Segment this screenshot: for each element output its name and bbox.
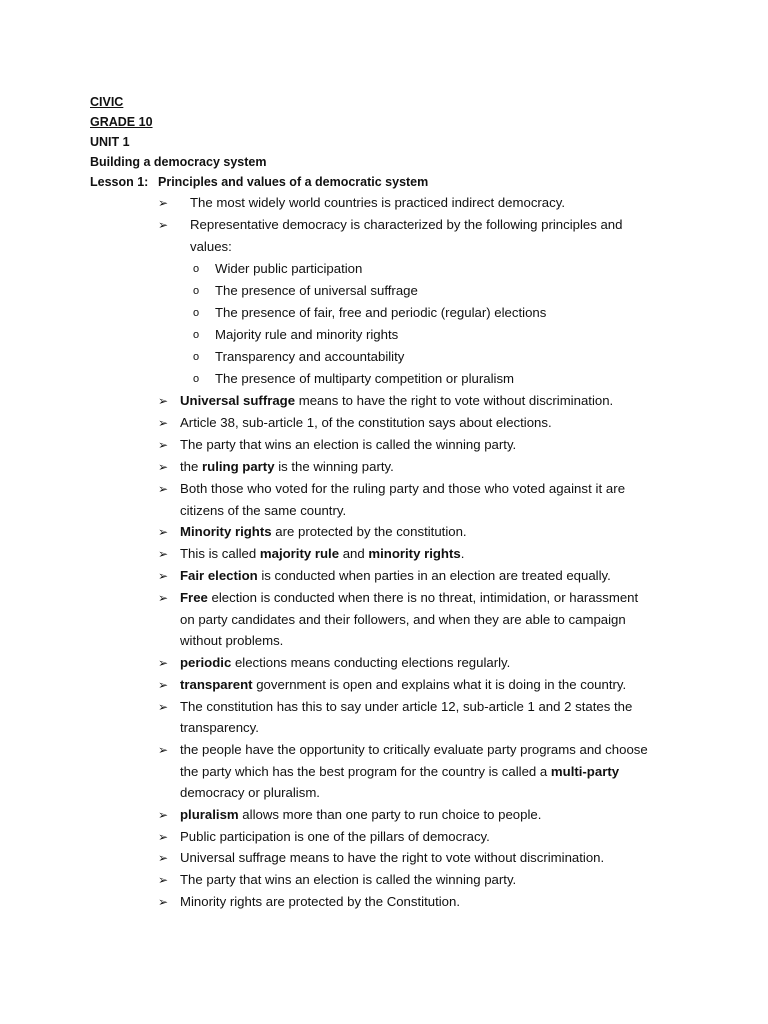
- arrow-bullet-icon: ➢: [158, 851, 169, 865]
- arrow-bullet-icon: ➢: [158, 656, 169, 670]
- point-text: democracy or pluralism.: [180, 785, 320, 800]
- term: pluralism: [180, 807, 239, 822]
- point-text: on party candidates and their followers, and when they are able to campaign: [180, 612, 626, 627]
- arrow-bullet-icon: ➢: [158, 416, 169, 430]
- point-text: Universal suffrage means to have the right to vote without discrimination.: [180, 850, 605, 865]
- point-text: .: [460, 546, 465, 561]
- term: minority rights: [368, 546, 461, 561]
- principle-item: The presence of fair, free and periodic (regular) elections: [215, 305, 547, 320]
- term: ruling party: [202, 459, 275, 474]
- intro-text: Representative democracy is characterized by the following principles and: [190, 217, 623, 232]
- arrow-bullet-icon: ➢: [158, 218, 169, 232]
- arrow-bullet-icon: ➢: [158, 700, 169, 714]
- lesson-label: Lesson 1:: [90, 175, 149, 189]
- point-text: Article 38, sub-article 1, of the constitution says about elections.: [180, 415, 552, 430]
- point-text: election is conducted when there is no threat, intimidation, or harassment: [207, 590, 639, 605]
- circle-bullet-icon: o: [193, 351, 200, 363]
- point-text: Minority rights are protected by the Constitution.: [180, 894, 461, 909]
- arrow-bullet-icon: ➢: [158, 438, 169, 452]
- term: Fair election: [180, 568, 258, 583]
- arrow-bullet-icon: ➢: [158, 569, 169, 583]
- arrow-bullet-icon: ➢: [158, 525, 169, 539]
- point-text: This is called: [180, 546, 260, 561]
- arrow-bullet-icon: ➢: [158, 895, 169, 909]
- principle-item: Transparency and accountability: [215, 349, 405, 364]
- term: majority rule: [259, 546, 340, 561]
- point-text: transparency.: [180, 720, 259, 735]
- arrow-bullet-icon: ➢: [158, 482, 169, 496]
- point-text: is the winning party.: [274, 459, 394, 474]
- point-text: and: [339, 546, 369, 561]
- point-text: government is open and explains what it is doing in the country.: [252, 677, 627, 692]
- arrow-bullet-icon: ➢: [158, 678, 169, 692]
- arrow-bullet-icon: ➢: [158, 808, 169, 822]
- arrow-bullet-icon: ➢: [158, 743, 169, 757]
- intro-text: The most widely world countries is practiced indirect democracy.: [190, 195, 566, 210]
- circle-bullet-icon: o: [193, 307, 200, 319]
- unit-heading: UNIT 1: [90, 135, 130, 149]
- point-text: The constitution has this to say under article 12, sub-article 1 and 2 states the: [180, 699, 633, 714]
- point-text: are protected by the constitution.: [271, 524, 467, 539]
- arrow-bullet-icon: ➢: [158, 196, 169, 210]
- principle-item: Majority rule and minority rights: [215, 327, 399, 342]
- principle-item: The presence of multiparty competition or pluralism: [215, 371, 515, 386]
- arrow-bullet-icon: ➢: [158, 830, 169, 844]
- unit-title: Building a democracy system: [90, 155, 267, 169]
- arrow-bullet-icon: ➢: [158, 460, 169, 474]
- point-text: the people have the opportunity to critically evaluate party programs and choose: [180, 742, 648, 757]
- circle-bullet-icon: o: [193, 263, 200, 275]
- arrow-bullet-icon: ➢: [158, 591, 169, 605]
- point-text: is conducted when parties in an election are treated equally.: [257, 568, 611, 583]
- term: multi-party: [550, 764, 620, 779]
- point-text: Public participation is one of the pillars of democracy.: [180, 829, 490, 844]
- point-text: the: [180, 459, 202, 474]
- point-text: citizens of the same country.: [180, 503, 347, 518]
- point-text: elections means conducting elections regularly.: [231, 655, 511, 670]
- point-text: The party that wins an election is called the winning party.: [180, 872, 517, 887]
- arrow-bullet-icon: ➢: [158, 394, 169, 408]
- point-text: The party that wins an election is called the winning party.: [180, 437, 517, 452]
- grade-heading: GRADE 10: [90, 115, 153, 129]
- lesson-title: Principles and values of a democratic system: [158, 175, 429, 189]
- point-text: the party which has the best program for the country is called a: [180, 764, 551, 779]
- term: periodic: [180, 655, 232, 670]
- point-text: Both those who voted for the ruling party and those who voted against it are: [180, 481, 626, 496]
- term: Free: [180, 590, 208, 605]
- circle-bullet-icon: o: [193, 285, 200, 297]
- point-text: without problems.: [180, 633, 284, 648]
- arrow-bullet-icon: ➢: [158, 873, 169, 887]
- point-text: means to have the right to vote without discrimination.: [295, 393, 614, 408]
- term: Minority rights: [180, 524, 272, 539]
- term: transparent: [180, 677, 253, 692]
- principle-item: The presence of universal suffrage: [215, 283, 418, 298]
- principle-item: Wider public participation: [215, 261, 363, 276]
- term: Universal suffrage: [180, 393, 296, 408]
- point-text: allows more than one party to run choice to people.: [238, 807, 542, 822]
- intro-text: values:: [190, 239, 232, 254]
- circle-bullet-icon: o: [193, 329, 200, 341]
- arrow-bullet-icon: ➢: [158, 547, 169, 561]
- subject-heading: CIVIC: [90, 95, 124, 109]
- circle-bullet-icon: o: [193, 373, 200, 385]
